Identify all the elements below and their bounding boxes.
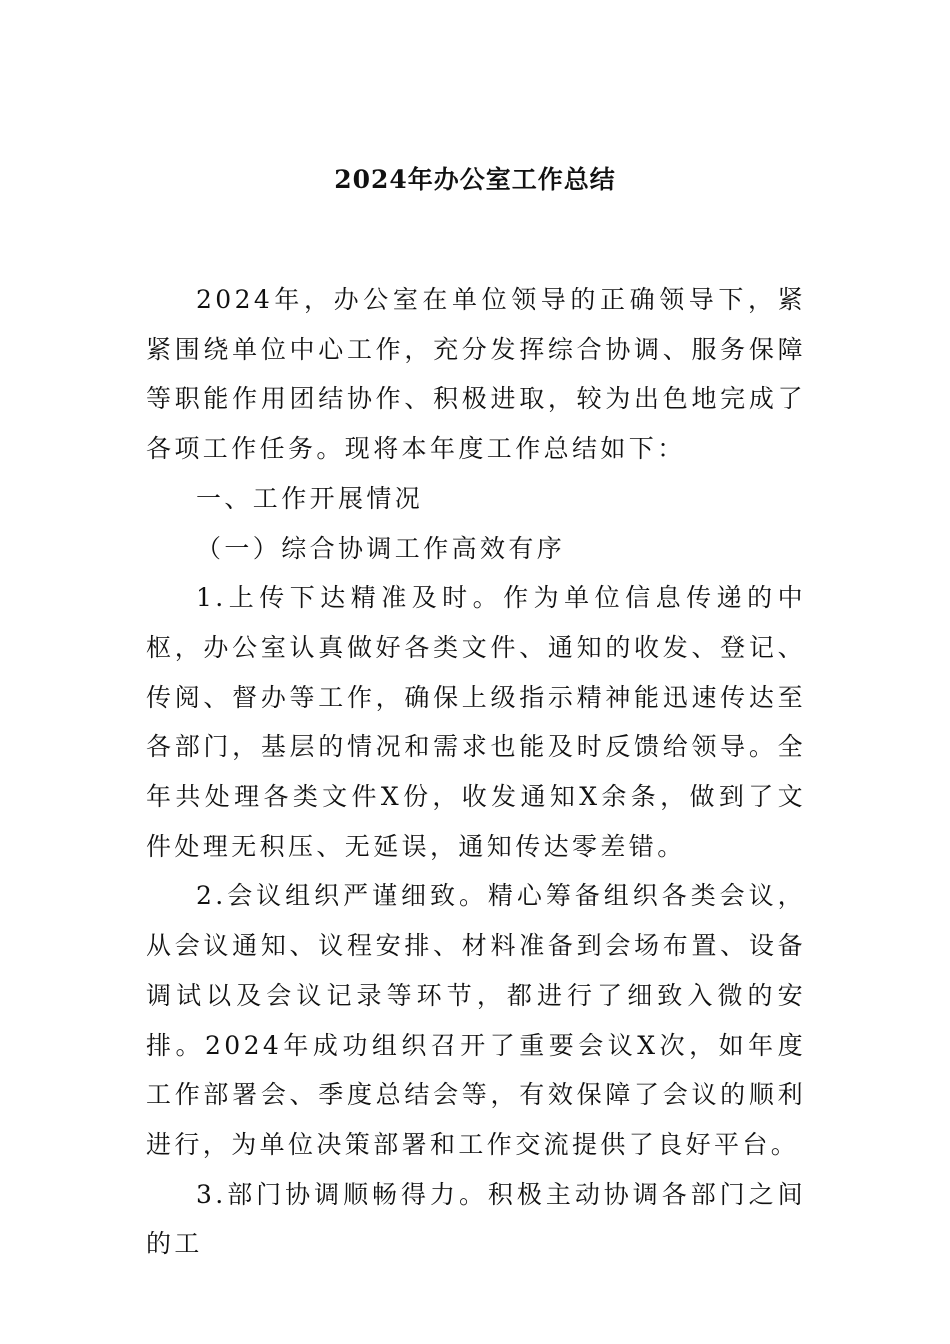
- heading-section-1: 一、工作开展情况: [196, 483, 424, 513]
- document-body: [146, 275, 806, 1269]
- paragraph-item-2: 2.会议组织严谨细致。精心筹备组织各类会议，从会议通知、议程安排、材料准备到会场布置、设备调试以及会议记录等环节，都进行了细致入微的安排。2024年成功组织召开了重要会议X次，如年度工作部署会、季度总结会等，有效保障了会议的顺利进行，为单位决策部署和工作交流提供了良好平台。: [146, 881, 806, 1159]
- paragraph-item-1: 1.上传下达精准及时。作为单位信息传递的中枢，办公室认真做好各类文件、通知的收发、登记、传阅、督办等工作，确保上级指示精神能迅速传达至各部门，基层的情况和需求也能及时反馈给领导。全年共处理各类文件X份，收发通知X余条，做到了文件处理无积压、无延误，通知传达零差错。: [146, 583, 806, 861]
- paragraph-intro: 2024年，办公室在单位领导的正确领导下，紧紧围绕单位中心工作，充分发挥综合协调、服务保障等职能作用团结协作、积极进取，较为出色地完成了各项工作任务。现将本年度工作总结如下：: [146, 285, 806, 464]
- heading-subsection-1: （一）综合协调工作高效有序: [196, 533, 566, 563]
- paragraph-item-3: 3.部门协调顺畅得力。积极主动协调各部门之间的工: [146, 1179, 806, 1259]
- document-title: 2024年办公室工作总结: [334, 165, 616, 194]
